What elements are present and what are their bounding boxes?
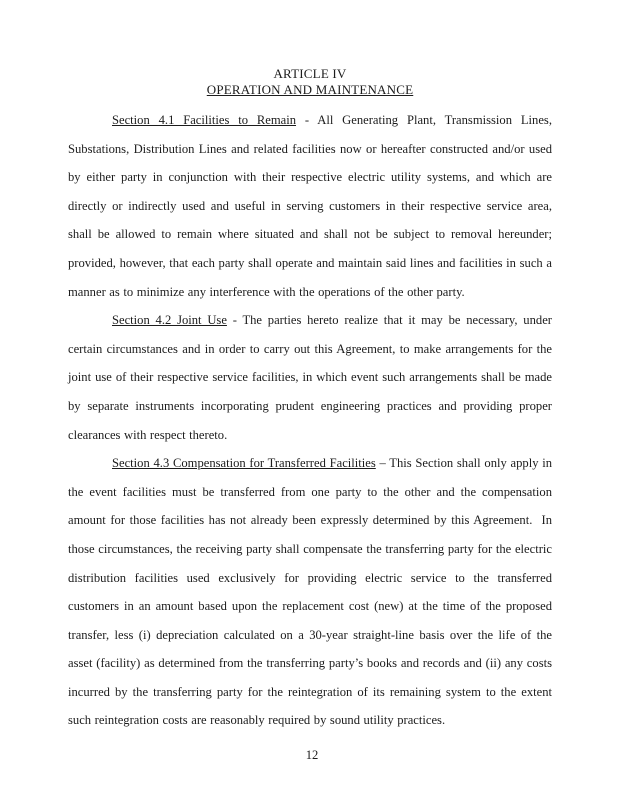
- section-4-2-separator: -: [226, 313, 243, 328]
- article-title: OPERATION AND MAINTENANCE: [206, 82, 414, 97]
- article-heading: ARTICLE IV: [273, 66, 347, 81]
- section-4-2-body-text: The parties hereto realize that it may be necessary, under certain circumstances and in order to carry out this Agreement, to make arrangements for the joint use of their respective service facilities, in which event such arrangements shall be made by separate instruments incorporating prudent engineering practices and providing proper clearances with respect thereto.: [68, 313, 552, 442]
- section-4-2-heading: Section 4.2 Joint Use: [112, 313, 227, 328]
- page-number: 12: [305, 748, 319, 762]
- section-4-2-paragraph: [68, 306, 552, 449]
- section-4-3-separator: –: [375, 456, 390, 471]
- section-4-3-paragraph: [68, 449, 552, 735]
- section-4-3-heading: Section 4.3 Compensation for Transferred Facilities: [112, 456, 376, 471]
- section-4-1-body-text: All Generating Plant, Transmission Lines, Substations, Distribution Lines and related facilities now or hereafter constructed and/or used by either party in conjunction with their respective electric utility systems, and which are directly or indirectly used and useful in serving customers in their respective service area, shall be allowed to remain where situated and shall not be subject to removal hereunder; provided, however, that each party shall operate and maintain said lines and facilities in such a manner as to minimize any interference with the operations of the other party.: [68, 113, 552, 299]
- document-header: [68, 66, 552, 98]
- section-4-1-heading: Section 4.1 Facilities to Remain: [112, 113, 297, 127]
- section-4-3-body-text: This Section shall only apply in the event facilities must be transferred from one party to the other and the compensation amount for those facilities has not already been expressly determined by this Agreement. In those circumstances, the receiving party shall compensate the transferring party for the electric distribution facilities used exclusively for providing electric service to the transferred customers in an amount based upon the replacement cost (new) at the time of the proposed transfer, less (i) depreciation calculated on a 30-year straight-line basis over the life of the asset (facility) as determined from the transferring party’s books and records and (ii) any costs incurred by the transferring party for the reintegration of its remaining system to the extent such reintegration costs are reasonably required by sound utility practices.: [68, 456, 553, 728]
- section-4-1-paragraph: [68, 106, 552, 306]
- section-4-1-separator: -: [296, 113, 318, 127]
- document-body: [68, 106, 552, 735]
